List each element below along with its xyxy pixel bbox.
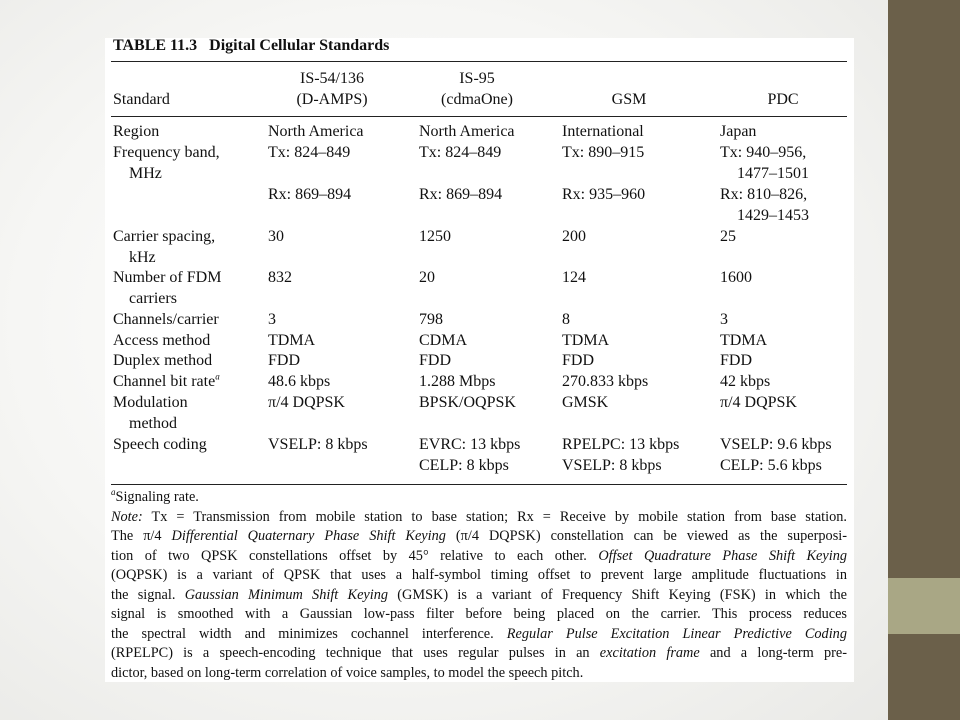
modulation-damps: π/4 DQPSK [268,394,345,411]
note-text-4: (OQPSK) is a variant of QPSK that uses a half-symbol timing offset to prevent large amplitude fluctuations in [111,567,847,583]
row-duplex-label: Duplex method [113,352,213,369]
freq-pdc-tx-line1: Tx: 940–956, [720,144,807,161]
table-caption: Digital Cellular Standards [209,37,390,54]
note-text-7a: the spectral width and minimizes cochannel interference. [111,625,507,642]
speech-pdc-line2: CELP: 5.6 kbps [720,457,822,474]
header-damps-line2: (D-AMPS) [296,91,368,108]
note-term-dqpsk: Differential Quaternary Phase Shift Keying [171,528,446,544]
note-term-gmsk: Gaussian Minimum Shift Keying [184,586,389,603]
freq-pdc-rx-line2: 1429–1453 [737,207,809,224]
note-text-8b: and a long-term pre- [699,645,847,661]
spacing-damps: 30 [268,228,284,245]
header-damps-line1: IS-54/136 [300,70,364,87]
spacing-cdma: 1250 [419,228,451,245]
table-title [113,37,389,55]
access-gsm: TDMA [562,332,610,349]
region-pdc: Japan [720,123,757,140]
duplex-damps: FDD [268,352,301,369]
note-line-1 [111,508,847,528]
header-pdc: PDC [767,91,799,108]
note-text-5b: (GMSK) is a variant of Frequency Shift Keying (FSK) in which the [388,586,847,603]
freq-gsm-tx: Tx: 890–915 [562,144,645,161]
row-access-label: Access method [113,332,211,349]
note-line-9 [111,664,847,684]
header-standard: Standard [113,91,170,108]
duplex-gsm: FDD [562,352,595,369]
fdm-damps: 832 [268,269,292,286]
row-fdm-label-line1: Number of FDM [113,269,222,286]
access-pdc: TDMA [720,332,768,349]
channels-pdc: 3 [720,311,728,328]
row-modulation-label-line1: Modulation [113,394,188,411]
table-label: TABLE 11.3 [113,37,198,54]
note-text-1: Tx = Transmission from mobile station to base station; Rx = Receive by mobile station from base station. [142,508,847,525]
bitrate-gsm: 270.833 kbps [562,373,649,390]
freq-damps-tx: Tx: 824–849 [268,144,351,161]
access-cdma: CDMA [419,332,468,349]
modulation-pdc: π/4 DQPSK [720,394,797,411]
row-modulation-label-line2: method [129,415,177,432]
note-term-rpelpc: Regular Pulse Excitation Linear Predictive Coding [506,625,847,642]
freq-pdc-tx-line2: 1477–1501 [737,165,809,182]
header-gsm: GSM [611,91,647,108]
freq-cdma-rx: Rx: 869–894 [419,186,503,203]
bitrate-label-text: Channel bit rate [113,373,216,390]
note-lead: Note: [111,508,143,525]
header-cdma-line2: (cdmaOne) [441,91,513,108]
spacing-pdc: 25 [720,228,736,245]
duplex-cdma: FDD [419,352,452,369]
note-text-2a: The π/4 [111,528,172,544]
fdm-gsm: 124 [562,269,586,286]
speech-gsm-line1: RPELPC: 13 kbps [562,436,680,453]
top-rule [111,61,847,62]
row-spacing-label-line2: kHz [129,249,156,266]
bitrate-pdc: 42 kbps [720,373,771,390]
access-damps: TDMA [268,332,316,349]
row-spacing-label-line1: Carrier spacing, [113,228,216,245]
channels-damps: 3 [268,311,276,328]
row-fdm-label-line2: carriers [129,290,177,307]
slide-side-accent [888,578,960,634]
row-channels-label: Channels/carrier [113,311,219,328]
note-line-7 [111,625,847,645]
row-region-label: Region [113,123,160,140]
fdm-pdc: 1600 [720,269,752,286]
duplex-pdc: FDD [720,352,753,369]
fdm-cdma: 20 [419,269,435,286]
speech-damps: VSELP: 8 kbps [268,436,368,453]
note-line-4 [111,566,847,586]
region-gsm: International [562,123,644,140]
bitrate-footnote-marker: a [215,371,220,382]
footnote-signaling [111,488,847,508]
row-bitrate-label [113,371,220,392]
note-text-9: dictor, based on long-term correlation of voice samples, to model the speech pitch. [111,664,584,681]
row-freq-label-line2: MHz [129,165,162,182]
speech-pdc-line1: VSELP: 9.6 kbps [720,436,832,453]
footnote-marker: a [111,487,116,498]
speech-cdma-line2: CELP: 8 kbps [419,457,509,474]
note-line-2 [111,527,847,547]
note-line-8 [111,644,847,664]
note-term-oqpsk: Offset Quadrature Phase Shift Keying [598,547,848,564]
bottom-rule [111,484,847,485]
note-text-2b: (π/4 DQPSK) constellation can be viewed as the superposi- [445,528,847,544]
spacing-gsm: 200 [562,228,586,245]
note-text-8a: (RPELPC) is a speech-encoding technique that uses regular pulses in an [111,645,600,661]
region-cdma: North America [419,123,515,140]
freq-gsm-rx: Rx: 935–960 [562,186,646,203]
modulation-gsm: GMSK [562,394,609,411]
channels-cdma: 798 [419,311,443,328]
channels-gsm: 8 [562,311,570,328]
table-footnotes [111,488,847,683]
speech-gsm-line2: VSELP: 8 kbps [562,457,662,474]
freq-cdma-tx: Tx: 824–849 [419,144,502,161]
note-text-6: signal is smoothed with a Gaussian low-pass filter before being placed on the carrier. This process reduces [111,606,847,622]
row-freq-label-line1: Frequency band, [113,144,220,161]
note-text-3a: tion of two QPSK constellations offset by 45° relative to each other. [111,547,599,564]
row-speech-label: Speech coding [113,436,207,453]
speech-cdma-line1: EVRC: 13 kbps [419,436,521,453]
header-rule [111,116,847,117]
note-line-3 [111,547,847,567]
note-line-6 [111,605,847,625]
note-line-5 [111,586,847,606]
header-cdma-line1: IS-95 [459,70,495,87]
note-text-5a: the signal. [111,586,185,603]
freq-damps-rx: Rx: 869–894 [268,186,352,203]
modulation-cdma: BPSK/OQPSK [419,394,516,411]
bitrate-damps: 48.6 kbps [268,373,331,390]
note-term-excitation-frame: excitation frame [599,645,700,661]
region-damps: North America [268,123,364,140]
freq-pdc-rx-line1: Rx: 810–826, [720,186,808,203]
bitrate-cdma: 1.288 Mbps [419,373,496,390]
footnote-text: Signaling rate. [115,489,199,505]
